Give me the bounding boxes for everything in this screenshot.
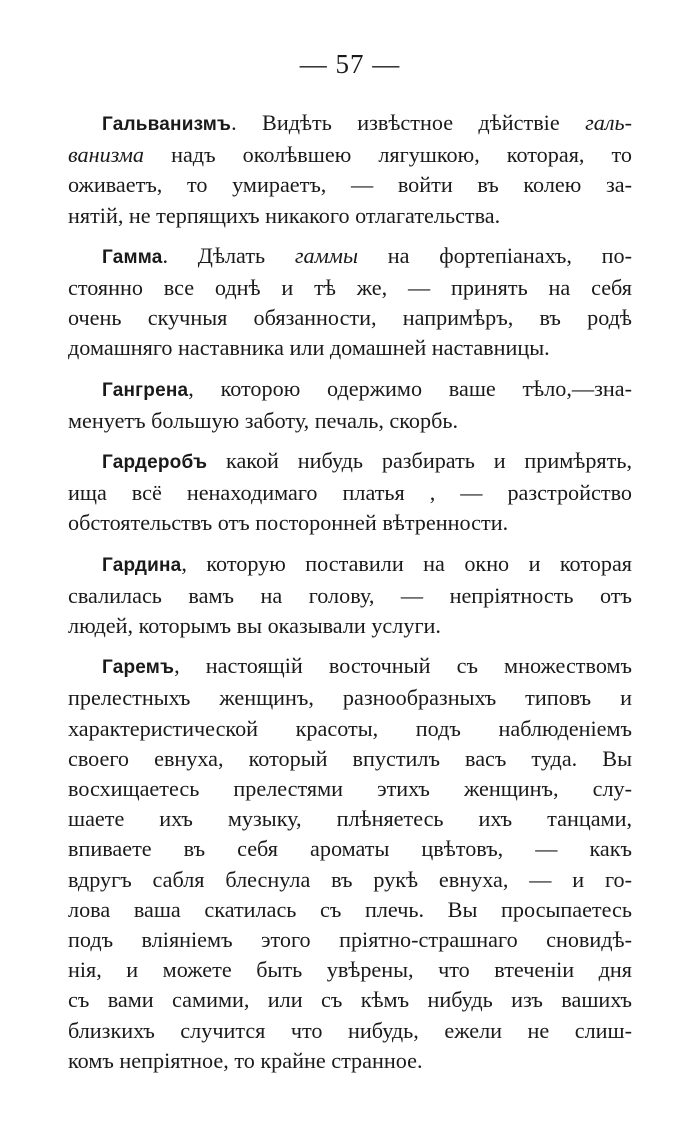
text-line: Гамма. Дѣлать гаммы на фортепіанахъ, по- bbox=[102, 242, 632, 268]
text-line: съ вами самими, или съ кѣмъ нибудь изъ вашихъ bbox=[68, 987, 632, 1013]
dictionary-entries bbox=[68, 108, 632, 1076]
text-line: лова ваша скатилась съ плечь. Вы просыпаетесь bbox=[68, 896, 632, 922]
text-line: комъ непріятное, то крайне странное. bbox=[68, 1047, 423, 1073]
dictionary-entry bbox=[68, 549, 632, 642]
entry-headword: Гардина bbox=[102, 554, 182, 576]
text-line: ища всё ненаходимаго платья , — разстройство bbox=[68, 480, 632, 506]
entry-headword: Гангрена bbox=[102, 379, 189, 401]
dictionary-entry bbox=[68, 446, 632, 539]
text-line: Гальванизмъ. Видѣть извѣстное дѣйствіе галь- bbox=[102, 110, 632, 135]
text-line: Гардина, которую поставили на окно и которая bbox=[102, 550, 632, 576]
text-line: стоянно все однѣ и тѣ же, — принять на себя bbox=[68, 275, 632, 301]
text-line: шаете ихъ музыку, плѣняетесь ихъ танцами, bbox=[68, 806, 632, 832]
text-line: свалилась вамъ на голову, — непріятность отъ bbox=[68, 582, 632, 608]
text-line: менуетъ большую заботу, печаль, скорбь. bbox=[68, 407, 459, 433]
text-line: нятій, не терпящихъ никакого отлагательства. bbox=[68, 202, 501, 228]
text-line: прелестныхъ женщинъ, разнообразныхъ типовъ и bbox=[68, 685, 632, 711]
book-page bbox=[68, 44, 632, 1086]
text-line: очень скучныя обязанности, напримѣръ, въ родѣ bbox=[68, 305, 632, 331]
text-line: близкихъ случится что нибудь, ежели не слиш- bbox=[68, 1017, 632, 1043]
text-line: восхищаетесь прелестями этихъ женщинъ, слу- bbox=[68, 776, 632, 802]
text-line: впиваете въ себя ароматы цвѣтовъ, — какъ bbox=[68, 836, 632, 862]
italic-term: ванизма bbox=[68, 142, 145, 168]
text-line: ванизма надъ околѣвшею лягушкою, которая, то bbox=[68, 142, 632, 168]
text-line: подъ вліяніемъ этого пріятно-страшнаго сновидѣ- bbox=[68, 927, 632, 953]
dictionary-entry bbox=[68, 241, 632, 364]
dictionary-entry bbox=[68, 651, 632, 1076]
text-line: вдругъ сабля блеснула въ рукѣ евнуха, — и го- bbox=[68, 866, 632, 892]
entry-headword: Гаремъ bbox=[102, 657, 175, 679]
entry-headword: Гамма bbox=[102, 246, 163, 268]
entry-headword: Гардеробъ bbox=[102, 452, 208, 474]
text-line: характеристической красоты, подъ наблюденіемъ bbox=[68, 715, 632, 741]
entry-headword: Гальванизмъ bbox=[102, 114, 232, 135]
text-line: людей, которымъ вы оказывали услуги. bbox=[68, 613, 441, 639]
italic-term: гаммы bbox=[294, 242, 358, 268]
italic-term: галь- bbox=[585, 110, 632, 135]
text-line: своего евнуха, который впустилъ васъ туда. Вы bbox=[68, 745, 632, 771]
dictionary-entry bbox=[68, 374, 632, 436]
text-line: Гангрена, которою одержимо ваше тѣло,—зна- bbox=[102, 375, 632, 401]
dictionary-entry bbox=[68, 108, 632, 231]
text-line: оживаетъ, то умираетъ, — войти въ колею за- bbox=[68, 172, 632, 198]
text-line: нія, и можете быть увѣрены, что втеченіи дня bbox=[68, 957, 632, 983]
text-line: Гардеробъ какой нибудь разбирать и примѣрять, bbox=[102, 448, 632, 474]
text-line: Гаремъ, настоящій восточный съ множествомъ bbox=[102, 653, 632, 679]
text-line: домашняго наставника или домашней наставницы. bbox=[68, 335, 550, 361]
text-line: обстоятельствъ отъ посторонней вѣтренности. bbox=[68, 510, 509, 536]
page-number: — 57 — bbox=[299, 49, 401, 79]
